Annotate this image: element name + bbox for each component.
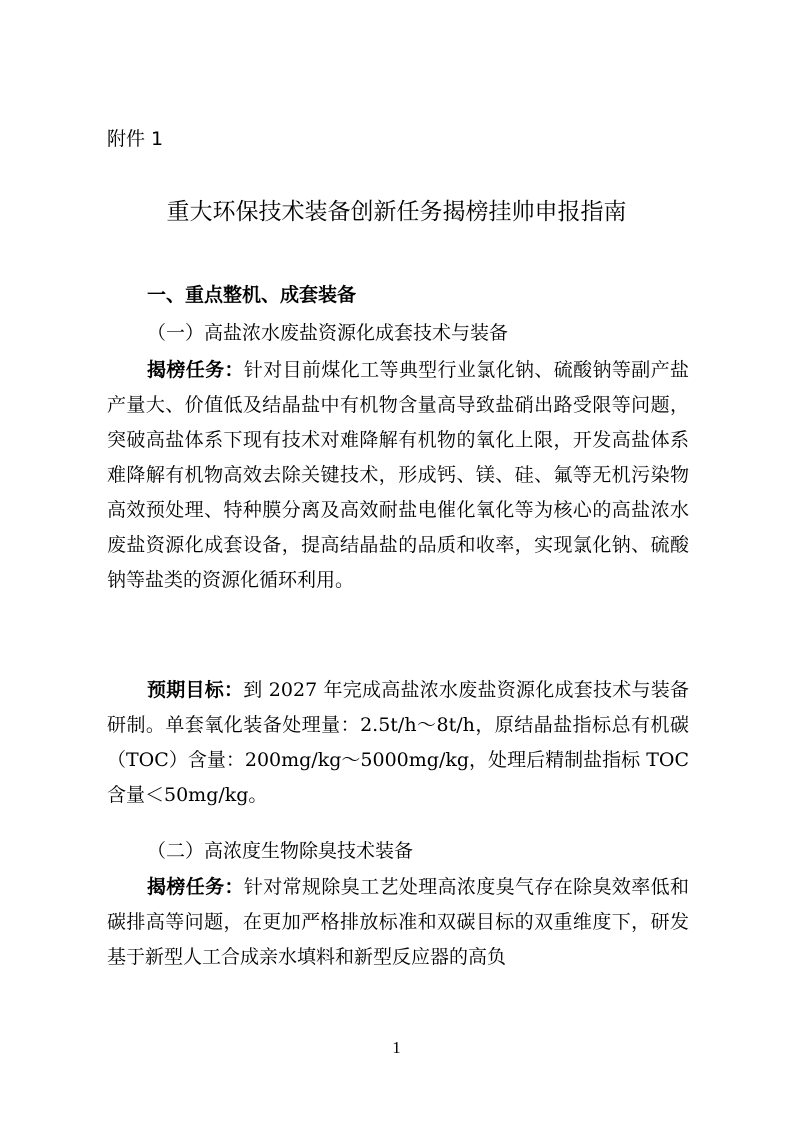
task-label: 揭榜任务： xyxy=(147,876,244,898)
goal-paragraph-1 xyxy=(107,673,689,813)
task-text: 针对目前煤化工等典型行业氯化钠、硫酸钠等副产盐产量大、价值低及结晶盐中有机物含量高导致盐硝出路受限等问题，突破高盐体系下现有技术对难降解有机物的氧化上限，开发高盐体系难降解有机物高效去除关键技术，形成钙、镁、硅、氟等无机污染物高效预处理、特种膜分离及高效耐盐电催化氧化等为核心的高盐浓水废盐资源化成套设备，提高结晶盐的品质和收率，实现氯化钠、硫酸钠等盐类的资源化循环利用。 xyxy=(107,359,689,591)
task-label: 揭榜任务： xyxy=(147,359,244,381)
section-heading: 一、重点整机、成套装备 xyxy=(147,284,357,306)
document-title: 重大环保技术装备创新任务揭榜挂帅申报指南 xyxy=(166,199,627,225)
task-paragraph-1 xyxy=(107,353,689,598)
goal-label: 预期目标： xyxy=(147,679,244,701)
attachment-label: 附件 1 xyxy=(107,128,164,150)
goal-text: 到 2027 年完成高盐浓水废盐资源化成套技术与装备研制。单套氧化装备处理量：2.5t/h～8t/h，原结晶盐指标总有机碳（TOC）含量：200mg/kg～5000mg/kg，处理后精制盐指标 TOC 含量＜50mg/kg。 xyxy=(107,679,689,806)
subsection-heading-2: （二）高浓度生物除臭技术装备 xyxy=(147,840,414,862)
page-number: 1 xyxy=(392,1038,401,1057)
task-paragraph-2 xyxy=(107,870,689,975)
task-text: 针对常规除臭工艺处理高浓度臭气存在除臭效率低和碳排高等问题，在更加严格排放标准和双碳目标的双重维度下，研发基于新型人工合成亲水填料和新型反应器的高负 xyxy=(107,876,689,968)
subsection-heading-1: （一）高盐浓水废盐资源化成套技术与装备 xyxy=(147,322,509,344)
